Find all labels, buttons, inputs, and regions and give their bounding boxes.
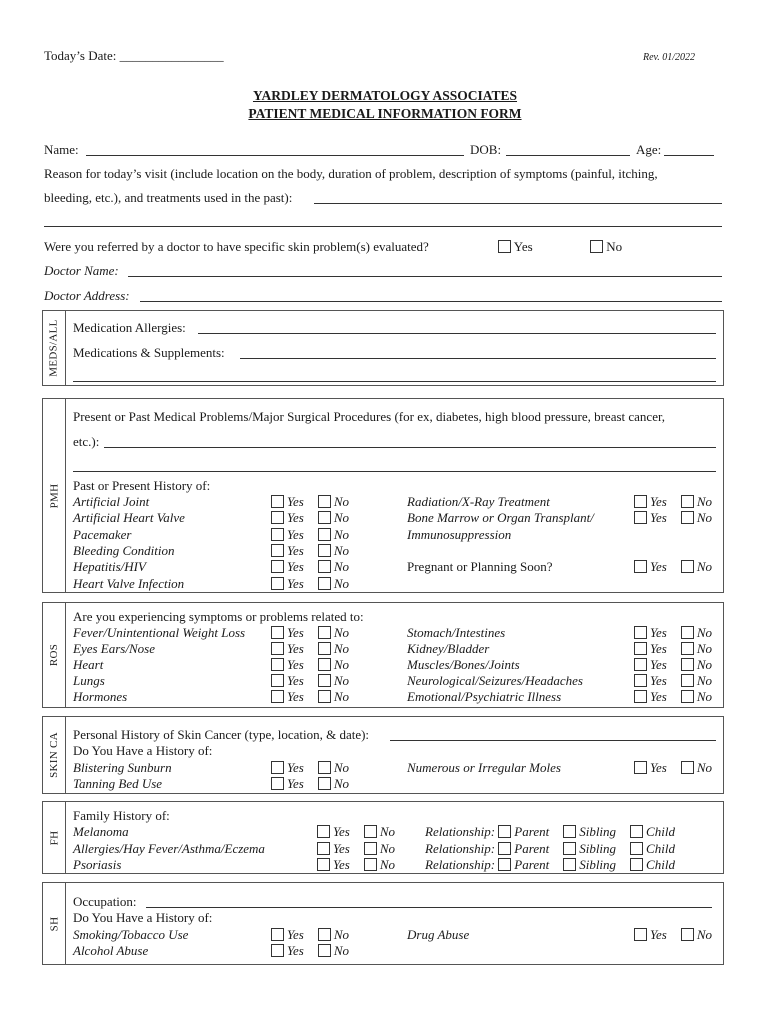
skinca-item-moles: Numerous or Irregular Moles: [407, 760, 561, 775]
ros-tab-label: ROS: [48, 643, 60, 667]
pmh-item-artificial-heart-valve: Artificial Heart Valve: [73, 510, 185, 525]
yes-no-group[interactable]: Yes No: [271, 576, 349, 592]
pmh-item-pacemaker: Pacemaker: [73, 527, 132, 542]
doctor-address-label: Doctor Address:: [44, 288, 130, 303]
no-checkbox[interactable]: [318, 511, 331, 524]
yes-checkbox[interactable]: [271, 777, 284, 790]
relationship-group[interactable]: Relationship: Parent Sibling Child: [425, 857, 675, 872]
no-checkbox[interactable]: [318, 626, 331, 639]
pmh-tab-label: PMH: [48, 483, 60, 508]
yes-no-group[interactable]: Yes No: [634, 927, 712, 943]
pmh-item-bleeding-condition: Bleeding Condition: [73, 543, 175, 558]
sh-tab-label: SH: [47, 916, 60, 931]
sh-item-drug-abuse: Drug Abuse: [407, 927, 470, 942]
referred-no-label: No: [606, 239, 623, 254]
yes-checkbox[interactable]: [271, 761, 284, 774]
pmh-item-radiation: Radiation/X-Ray Treatment: [407, 494, 550, 509]
yes-no-group[interactable]: Yes No: [271, 927, 349, 943]
no-checkbox[interactable]: [681, 642, 694, 655]
fh-item-allergies: Allergies/Hay Fever/Asthma/Eczema: [73, 841, 265, 856]
no-checkbox[interactable]: [681, 928, 694, 941]
ros-item-neurological: Neurological/Seizures/Headaches: [407, 673, 583, 688]
no-checkbox[interactable]: [364, 825, 377, 838]
medication-allergies-label: Medication Allergies:: [73, 320, 186, 335]
no-checkbox[interactable]: [681, 761, 694, 774]
occupation-field[interactable]: [146, 907, 712, 908]
yes-checkbox[interactable]: [634, 690, 647, 703]
yes-checkbox[interactable]: [317, 842, 330, 855]
relationship-group[interactable]: Relationship: Parent Sibling Child: [425, 841, 675, 856]
sibling-checkbox[interactable]: [563, 842, 576, 855]
fh-heading: Family History of:: [73, 808, 170, 823]
yes-no-group[interactable]: Yes No: [317, 824, 395, 840]
doctor-address-field[interactable]: [140, 301, 722, 302]
form-org-title: YARDLEY DERMATOLOGY ASSOCIATES: [252, 88, 518, 103]
yes-checkbox[interactable]: [634, 495, 647, 508]
ros-item-heart: Heart: [73, 657, 104, 672]
yes-checkbox[interactable]: [271, 544, 284, 557]
parent-checkbox[interactable]: [498, 825, 511, 838]
yes-checkbox[interactable]: [317, 858, 330, 871]
no-checkbox[interactable]: [318, 944, 331, 957]
pmh-item-bone-marrow: Bone Marrow or Organ Transplant/: [407, 510, 594, 525]
pmh-item-hepatitis-hiv: Hepatitis/HIV: [73, 559, 146, 574]
reason-label-1: Reason for today’s visit (include location on the body, duration of problem, description of symptoms (painful, itching,: [44, 166, 658, 181]
yes-no-group[interactable]: Yes No: [317, 857, 395, 873]
yes-no-group[interactable]: Yes No: [634, 657, 712, 673]
yes-no-group[interactable]: Yes No: [271, 510, 349, 526]
yes-no-group[interactable]: Yes No: [271, 776, 349, 792]
name-field[interactable]: [86, 155, 464, 156]
skinca-item-tanning-bed: Tanning Bed Use: [73, 776, 163, 791]
no-checkbox[interactable]: [318, 777, 331, 790]
skinca-item-blistering-sunburn: Blistering Sunburn: [73, 760, 172, 775]
yes-checkbox[interactable]: [271, 528, 284, 541]
yes-checkbox[interactable]: [271, 690, 284, 703]
no-checkbox[interactable]: [364, 842, 377, 855]
yes-no-group[interactable]: Yes No: [271, 625, 349, 641]
child-checkbox[interactable]: [630, 858, 643, 871]
sh-item-alcohol: Alcohol Abuse: [73, 943, 149, 958]
yes-no-group[interactable]: Yes No: [271, 559, 349, 575]
child-checkbox[interactable]: [630, 825, 643, 838]
yes-checkbox[interactable]: [317, 825, 330, 838]
yes-checkbox[interactable]: [271, 674, 284, 687]
referred-yes-option[interactable]: [498, 239, 533, 255]
ros-item-kidney: Kidney/Bladder: [407, 641, 490, 656]
ros-item-muscles: Muscles/Bones/Joints: [407, 657, 520, 672]
form-title: PATIENT MEDICAL INFORMATION FORM: [248, 106, 522, 121]
no-checkbox[interactable]: [318, 642, 331, 655]
doctor-name-label: Doctor Name:: [44, 263, 119, 278]
ros-heading: Are you experiencing symptoms or problems related to:: [73, 609, 364, 624]
no-checkbox[interactable]: [318, 528, 331, 541]
no-checkbox[interactable]: [318, 544, 331, 557]
yes-no-group[interactable]: Yes No: [271, 543, 349, 559]
referred-yes-checkbox[interactable]: [498, 240, 511, 253]
no-checkbox[interactable]: [318, 495, 331, 508]
no-checkbox[interactable]: [681, 626, 694, 639]
pmh-history-heading: Past or Present History of:: [73, 478, 211, 493]
yes-no-group[interactable]: Yes No: [634, 559, 712, 575]
parent-checkbox[interactable]: [498, 842, 511, 855]
skin-cancer-history-field[interactable]: [390, 740, 716, 741]
ros-item-emotional: Emotional/Psychiatric Illness: [407, 689, 562, 704]
no-checkbox[interactable]: [318, 690, 331, 703]
skinca-tab-label: SKIN CA: [48, 732, 60, 778]
child-checkbox[interactable]: [630, 842, 643, 855]
ros-item-stomach: Stomach/Intestines: [407, 625, 506, 640]
age-label: Age:: [636, 142, 662, 157]
yes-checkbox[interactable]: [634, 642, 647, 655]
no-checkbox[interactable]: [318, 674, 331, 687]
sh-item-smoking: Smoking/Tobacco Use: [73, 927, 189, 942]
occupation-label: Occupation:: [73, 894, 137, 909]
referred-no-checkbox[interactable]: [590, 240, 603, 253]
yes-checkbox[interactable]: [271, 626, 284, 639]
medical-problems-label-1: Present or Past Medical Problems/Major Surgical Procedures (for ex, diabetes, high blood pressure, breast cancer,: [73, 409, 666, 424]
medications-supplements-field[interactable]: [240, 358, 716, 359]
yes-checkbox[interactable]: [271, 642, 284, 655]
no-checkbox[interactable]: [681, 658, 694, 671]
pmh-item-immunosuppression: Immunosuppression: [407, 527, 512, 542]
yes-no-group[interactable]: Yes No: [634, 641, 712, 657]
sibling-checkbox[interactable]: [563, 858, 576, 871]
no-checkbox[interactable]: [318, 577, 331, 590]
yes-no-group[interactable]: Yes No: [634, 494, 712, 510]
pmh-item-pregnant: Pregnant or Planning Soon?: [407, 559, 553, 574]
yes-no-group[interactable]: Yes No: [634, 673, 712, 689]
yes-no-group[interactable]: Yes No: [271, 657, 349, 673]
ros-item-fever: Fever/Unintentional Weight Loss: [73, 625, 246, 640]
yes-checkbox[interactable]: [271, 495, 284, 508]
yes-no-group[interactable]: Yes No: [271, 494, 349, 510]
no-checkbox[interactable]: [318, 761, 331, 774]
yes-checkbox[interactable]: [634, 511, 647, 524]
yes-checkbox[interactable]: [634, 674, 647, 687]
no-checkbox[interactable]: [681, 674, 694, 687]
parent-checkbox[interactable]: [498, 858, 511, 871]
no-checkbox[interactable]: [318, 928, 331, 941]
reason-field-2[interactable]: [44, 226, 722, 227]
skin-cancer-history-label: Personal History of Skin Cancer (type, location, & date):: [73, 727, 370, 742]
yes-no-group[interactable]: Yes No: [271, 760, 349, 776]
no-checkbox[interactable]: [681, 495, 694, 508]
revision-label: Rev. 01/2022: [643, 52, 696, 63]
medications-extra-field[interactable]: [73, 381, 716, 382]
yes-no-group[interactable]: Yes No: [271, 689, 349, 705]
yes-checkbox[interactable]: [271, 511, 284, 524]
medical-problems-field-2[interactable]: [73, 471, 716, 472]
skinca-heading: Do You Have a History of:: [73, 743, 213, 758]
yes-no-group[interactable]: Yes No: [271, 527, 349, 543]
medical-problems-field-1[interactable]: [104, 447, 716, 448]
no-checkbox[interactable]: [681, 690, 694, 703]
yes-no-group[interactable]: Yes No: [634, 510, 712, 526]
fh-item-psoriasis: Psoriasis: [73, 857, 122, 872]
ros-item-lungs: Lungs: [73, 673, 105, 688]
yes-checkbox[interactable]: [271, 944, 284, 957]
fh-item-melanoma: Melanoma: [73, 824, 129, 839]
dob-label: DOB:: [470, 142, 502, 157]
referred-question: Were you referred by a doctor to have specific skin problem(s) evaluated?: [44, 239, 429, 254]
pmh-item-artificial-joint: Artificial Joint: [73, 494, 150, 509]
yes-checkbox[interactable]: [634, 928, 647, 941]
ros-item-hormones: Hormones: [73, 689, 128, 704]
no-checkbox[interactable]: [318, 560, 331, 573]
yes-checkbox[interactable]: [634, 761, 647, 774]
fh-tab-label: FH: [47, 830, 60, 845]
yes-checkbox[interactable]: [634, 658, 647, 671]
pmh-item-heart-valve-infection: Heart Valve Infection: [73, 576, 185, 591]
medication-allergies-field[interactable]: [198, 333, 716, 334]
sibling-checkbox[interactable]: [563, 825, 576, 838]
yes-no-group[interactable]: Yes No: [634, 689, 712, 705]
referred-no-option[interactable]: [590, 239, 622, 255]
yes-checkbox[interactable]: [271, 658, 284, 671]
yes-no-group[interactable]: Yes No: [271, 943, 349, 959]
no-checkbox[interactable]: [318, 658, 331, 671]
yes-checkbox[interactable]: [634, 560, 647, 573]
medical-problems-label-2: etc.):: [73, 434, 100, 449]
relationship-group[interactable]: Relationship: Parent Sibling Child: [425, 824, 675, 839]
referred-yes-label: Yes: [513, 239, 533, 254]
doctor-name-field[interactable]: [128, 276, 722, 277]
dob-field[interactable]: [506, 155, 630, 156]
yes-no-group[interactable]: Yes No: [634, 760, 712, 776]
yes-checkbox[interactable]: [634, 626, 647, 639]
no-checkbox[interactable]: [681, 511, 694, 524]
yes-no-group[interactable]: Yes No: [634, 625, 712, 641]
yes-checkbox[interactable]: [271, 577, 284, 590]
yes-no-group[interactable]: Yes No: [317, 841, 395, 857]
meds-tab-label: MEDS/ALL: [48, 319, 60, 377]
yes-checkbox[interactable]: [271, 560, 284, 573]
no-checkbox[interactable]: [364, 858, 377, 871]
yes-checkbox[interactable]: [271, 928, 284, 941]
name-label: Name:: [44, 142, 79, 157]
yes-no-group[interactable]: Yes No: [271, 673, 349, 689]
medications-supplements-label: Medications & Supplements:: [73, 345, 225, 360]
reason-field-1[interactable]: [314, 203, 722, 204]
todays-date-label: Today’s Date: ________________: [44, 48, 224, 63]
ros-item-eyes-ears-nose: Eyes Ears/Nose: [73, 641, 155, 656]
age-field[interactable]: [664, 155, 714, 156]
sh-heading: Do You Have a History of:: [73, 910, 213, 925]
reason-label-2: bleeding, etc.), and treatments used in the past):: [44, 190, 293, 205]
yes-no-group[interactable]: Yes No: [271, 641, 349, 657]
no-checkbox[interactable]: [681, 560, 694, 573]
